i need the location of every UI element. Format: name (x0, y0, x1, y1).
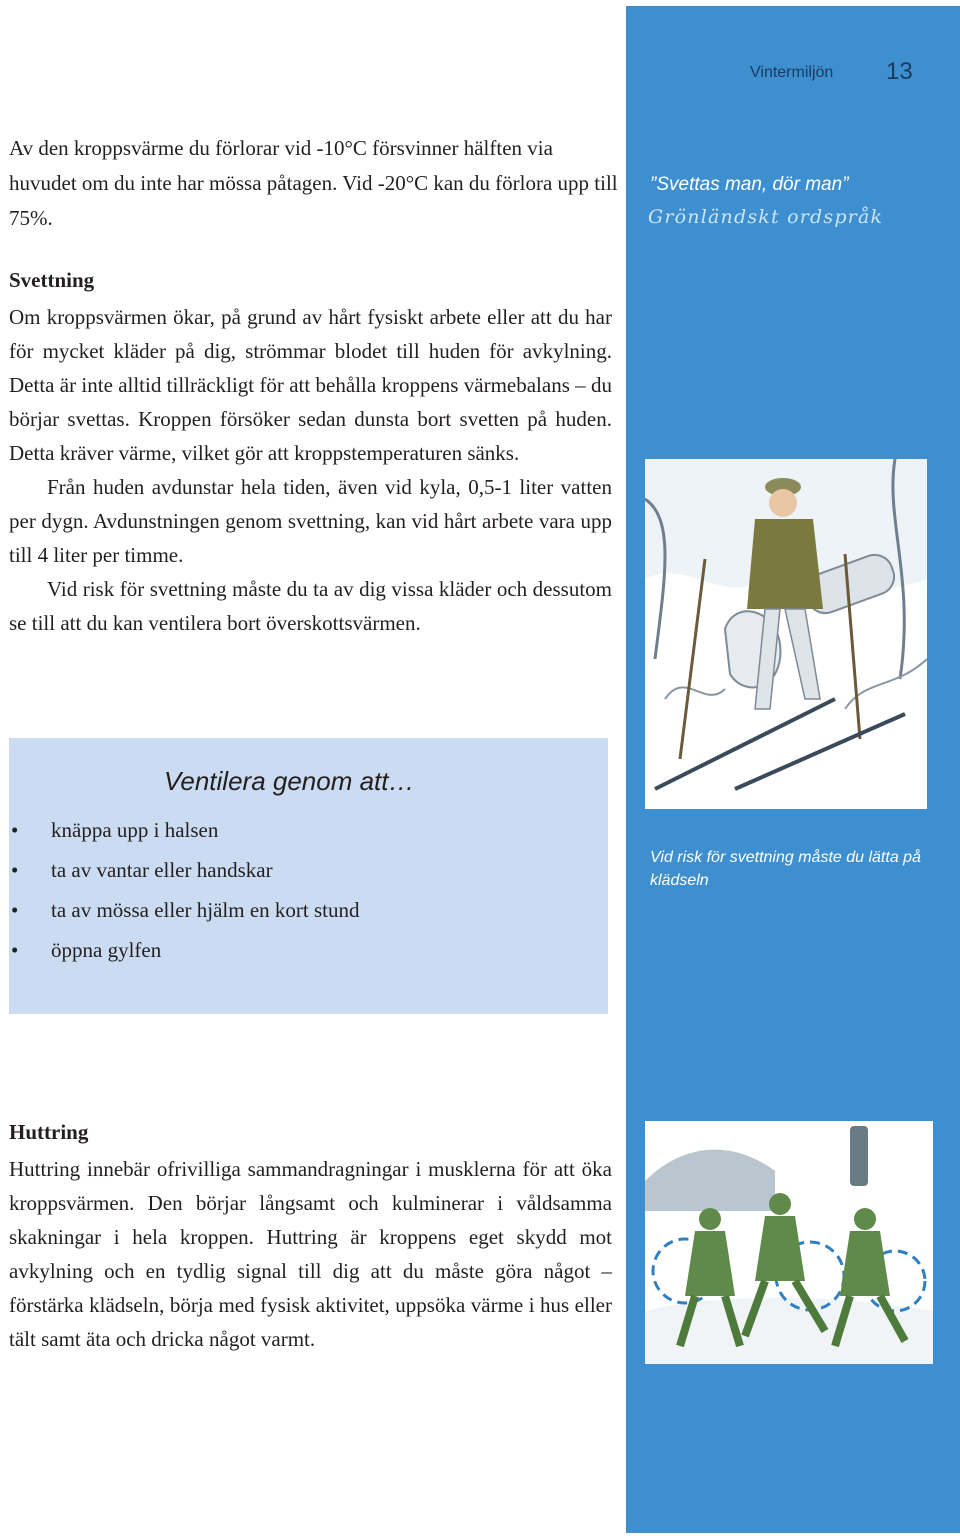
list-item (9, 858, 360, 898)
svettning-paragraph-1: Om kroppsvärmen ökar, på grund av hårt fysiskt arbete eller att du har för mycket kläder på dig, strömmar blodet till huden för avkylning. Detta är inte alltid tillräckligt för att behålla kroppens värmebalans – du börjar svettas. Kroppen försöker sedan dunsta bort svetten på huden. Detta kräver värme, vilket gör att kroppstemperaturen sänks. (9, 305, 612, 465)
list-item (9, 898, 360, 938)
huttring-text (9, 1152, 612, 1356)
huttring-heading: Huttring (9, 1120, 89, 1144)
intro-paragraph: Av den kroppsvärme du förlorar vid -10°C försvinner hälften via huvudet om du inte har mössa påtagen. Vid -20°C kan du förlora upp till 75%. (9, 136, 618, 230)
ventilera-title: Ventilera genom att… (164, 766, 415, 796)
soldiers-warming-up-illustration (645, 1121, 933, 1364)
soldiers-warming-up-drawing (645, 1121, 933, 1364)
bullet-icon: • (11, 898, 19, 922)
svettning-paragraph-2: Från huden avdunstar hela tiden, även vid kyla, 0,5-1 liter vatten per dygn. Avdunstningen genom svettning, kan vid hårt arbete vara upp till 4 liter per timme. (9, 475, 612, 567)
svettning-text (9, 300, 612, 640)
page-number: 13 (886, 58, 913, 85)
illustration-caption: Vid risk för svettning måste du lätta på klädseln (650, 849, 921, 889)
section-title: Vintermiljön (750, 64, 834, 81)
list-item-text: ta av vantar eller handskar (51, 858, 273, 882)
bullet-icon: • (11, 818, 19, 842)
proverb-quote: ”Svettas man, dör man” (650, 174, 849, 195)
ventilera-list (9, 818, 360, 978)
list-item-text: ta av mössa eller hjälm en kort stund (51, 898, 360, 922)
svettning-heading: Svettning (9, 268, 95, 292)
bullet-icon: • (11, 938, 19, 962)
list-item (9, 938, 360, 978)
huttring-paragraph-1: Huttring innebär ofrivilliga sammandragningar i musklerna för att öka kroppsvärmen. Den börjar långsamt och kulminerar i våldsamma skakningar i hela kroppen. Huttring är kroppens eget skydd mot avkylning och en tydlig signal till dig att du måste göra något – förstärka klädseln, börja med fysisk aktivitet, uppsöka värme i hus eller tält samt äta och dricka något varmt. (9, 1157, 612, 1351)
list-item-text: öppna gylfen (51, 938, 162, 962)
list-item-text: knäppa upp i halsen (51, 818, 219, 842)
svettning-paragraph-3: Vid risk för svettning måste du ta av dig vissa kläder och dessutom se till att du kan ventilera bort överskottsvärmen. (9, 577, 612, 635)
skier-with-sled-illustration (645, 459, 927, 809)
proverb-source: Grönländskt ordspråk (648, 206, 884, 228)
bullet-icon: • (11, 858, 19, 882)
ventilera-box (9, 738, 608, 1014)
skier-with-sled-drawing (645, 459, 927, 809)
list-item (9, 818, 360, 858)
